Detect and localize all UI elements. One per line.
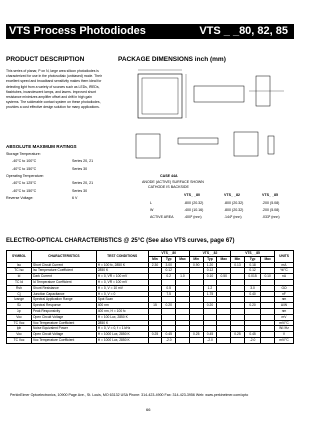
test-condition-cell: H = 0, V = 0 [96, 291, 148, 297]
title-bar [6, 24, 294, 39]
subcolumn-header: Typ [162, 256, 176, 262]
package-heading: PACKAGE DIMENSIONS inch (mm) [118, 56, 226, 63]
package-diagram [118, 66, 298, 166]
test-condition-cell: 2850 K [96, 320, 148, 326]
value-cell: 0.25 [148, 332, 162, 338]
electro-heading: ELECTRO-OPTICAL CHARACTERISTICS @ 25°C (See also VTS curves, page 67) [6, 238, 235, 244]
symbol-cell: Isc [7, 262, 32, 268]
test-condition-cell: H = 0, V = 0, f = 1 kHz [96, 326, 148, 332]
units-cell: nF [275, 291, 294, 297]
table-row [7, 337, 294, 343]
value-cell: 0.2 [162, 274, 176, 280]
case-cell: .800 (20.32) [224, 201, 244, 205]
characteristic-cell: Voc Temperature Coefficient [31, 337, 96, 343]
test-condition-cell: 2850 K [96, 268, 148, 274]
units-cell: W/√Hz [275, 326, 294, 332]
product-description-text: This series of planar, P on N, large area silicon photodiodes is characterized for use in the photovoltaic (unbiased) mode. Their excellent speed and broadband sensitivity makes them ideal for detecting light from a variety of sources such as LEDs, IREDs, flashtubes, incandescent lamps, and lasers. Improved shunt resistance minimizes amplifier offset and drift in high gain systems. The solderable contact system on these photodiodes, provides a cost effective design solution for many applications. [6, 69, 102, 110]
value-cell: 0.25 [189, 332, 203, 338]
characteristic-cell: Open Circuit Voltage [31, 314, 96, 320]
case-cell: .800 (20.32) [184, 201, 204, 205]
electro-table [6, 250, 294, 344]
value-cell: 1.0 [176, 274, 190, 280]
case-col-header: VTS_ _82 [224, 193, 240, 197]
symbol-cell: λp [7, 308, 32, 314]
case-cell: .400² (nnn) [184, 215, 202, 219]
abs-max-value: Series 20, 21 [72, 159, 94, 164]
value-cell: -2.0 [162, 337, 176, 343]
value-cell: 0.20 [203, 303, 217, 309]
abs-max-heading: ABSOLUTE MAXIMUM RATINGS [6, 144, 77, 149]
page-number: 66 [146, 407, 151, 412]
symbol-cell: TC Id [7, 279, 32, 285]
case-cell: .144² (nnn) [224, 215, 242, 219]
subcolumn-header: Typ [203, 256, 217, 262]
case-cell: .033² (nnn) [262, 215, 280, 219]
value-cell [261, 337, 275, 343]
abs-max-label: -40°C to 150°C [12, 166, 37, 171]
case-row-label: L [150, 201, 152, 205]
value-cell: 0.015 [244, 274, 260, 280]
footer: PerkinElmer Optoelectronics, 10900 Page Ave., St. Louis, MO 63132 USA Phone: 314-423-4900 Fax: 314-423-3956 Web: www.perkinelmer.com/opto [10, 393, 249, 397]
value-cell: -2.0 [203, 337, 217, 343]
value-cell: 0.10 [203, 274, 217, 280]
case-col-header: VTS_ _85 [262, 193, 278, 197]
value-cell: 7.5 [162, 291, 176, 297]
case-title: CASE 44A [160, 174, 178, 178]
characteristic-cell: Isc Temperature Coefficient [31, 268, 96, 274]
value-cell: 15 [148, 303, 162, 309]
characteristic-cell: Dark Current [31, 274, 96, 280]
abs-max-value: Series 30 [72, 166, 88, 171]
symbol-cell: Voc [7, 332, 32, 338]
case-cell: .800 (20.32) [224, 208, 244, 212]
case-subtitle-2: CATHODE IS BACKSIDE [148, 185, 189, 189]
units-cell: V [275, 332, 294, 338]
subcolumn-header: Max [261, 256, 275, 262]
value-cell [148, 337, 162, 343]
abs-max-value: Series 30 [72, 188, 88, 193]
column-header: TEST CONDITIONS [96, 251, 148, 263]
test-condition-cell: H = 1000 Lux, 2850 K [96, 337, 148, 343]
column-header: VTS_ _82 [189, 251, 230, 257]
symbol-cell: TC Voc [7, 320, 32, 326]
value-cell: 1.2 [203, 285, 217, 291]
test-condition-cell: H = 0, VR = 100 mV [96, 274, 148, 280]
test-condition-cell: Spot Scan [96, 297, 148, 303]
value-cell [231, 337, 245, 343]
symbol-cell: TC Isc [7, 268, 32, 274]
characteristic-cell: Spectral Application Range [31, 297, 96, 303]
abs-max-value: 6 V [72, 195, 78, 200]
symbol-cell: Id [7, 274, 32, 280]
case-subtitle: ANODE (ACTIVE) SURFACE SHOWN [142, 180, 204, 184]
test-condition-cell: H = 100 fc, 2850 K [96, 262, 148, 268]
column-header: VTS_ _80 [148, 251, 189, 257]
value-cell: 2.30 [148, 262, 162, 268]
units-cell: mV [275, 314, 294, 320]
value-cell: 0.45 [162, 332, 176, 338]
value-cell: -2.0 [244, 337, 260, 343]
units-cell: A/W [275, 303, 294, 309]
abs-max-label: Reverse Voltage: [6, 195, 34, 200]
units-cell: %/°C [275, 268, 294, 274]
symbol-cell: TC Voc [7, 337, 32, 343]
value-cell: 0.20 [244, 303, 260, 309]
test-condition-cell: H = 1000 Lux, 2850 K [96, 332, 148, 338]
symbol-cell: Iph [7, 326, 32, 332]
units-cell: mV/°C [275, 320, 294, 326]
units-cell: GΩ [275, 285, 294, 291]
value-cell [176, 337, 190, 343]
characteristic-cell: Noise Equivalent Power [31, 326, 96, 332]
value-cell: 0.50 [217, 274, 231, 280]
product-description-heading: PRODUCT DESCRIPTION [6, 56, 85, 63]
characteristic-cell: Short Circuit Current [31, 262, 96, 268]
characteristic-cell: Junction Capacitance [31, 291, 96, 297]
value-cell: 0.90 [189, 262, 203, 268]
column-header: CHARACTERISTICS [31, 251, 96, 263]
value-cell [189, 337, 203, 343]
test-condition-cell: H = 0, V = 10 mV [96, 285, 148, 291]
subcolumn-header: Typ [244, 256, 260, 262]
value-cell: 0.5 [162, 285, 176, 291]
value-cell: 0.13 [231, 262, 245, 268]
symbol-cell: Rsh [7, 285, 32, 291]
characteristic-cell: Shunt Resistance [31, 285, 96, 291]
value-cell: 0.12 [244, 268, 260, 274]
column-header: UNITS [275, 251, 294, 263]
value-cell: 3.0 [244, 285, 260, 291]
value-cell: 0.12 [162, 268, 176, 274]
column-header: VTS_ _85 [231, 251, 275, 257]
units-cell: nA [275, 274, 294, 280]
case-cell: .200 (5.08) [262, 201, 280, 205]
characteristic-cell: Open Circuit Voltage [31, 332, 96, 338]
abs-max-value: Series 20, 21 [72, 181, 94, 186]
subcolumn-header: Max [176, 256, 190, 262]
value-cell: 0.45 [244, 332, 260, 338]
subcolumn-header: Min [148, 256, 162, 262]
symbol-cell: Cj [7, 291, 32, 297]
value-cell: 3.00 [162, 262, 176, 268]
value-cell: 1.75 [203, 291, 217, 297]
case-col-header: VTS_ _80 [184, 193, 200, 197]
units-cell: nm [275, 297, 294, 303]
value-cell: 0.10 [261, 274, 275, 280]
value-cell: 0.18 [244, 262, 260, 268]
value-cell: 0.12 [203, 268, 217, 274]
title-left: VTS Process Photodiodes [9, 25, 146, 37]
subcolumn-header: Min [231, 256, 245, 262]
subcolumn-header: Max [217, 256, 231, 262]
value-cell: 0.20 [162, 303, 176, 309]
value-cell: 1.20 [203, 262, 217, 268]
case-row-label: ACTIVE AREA [150, 215, 174, 219]
value-cell [217, 337, 231, 343]
symbol-cell: Sλ [7, 303, 32, 309]
test-condition-cell: 400 nm, H = 100 fc [96, 308, 148, 314]
value-cell: 0.25 [231, 332, 245, 338]
column-header: SYMBOL [7, 251, 32, 263]
case-cell: .200 (5.08) [262, 208, 280, 212]
title-right: VTS _ _80, 82, 85 [199, 25, 288, 37]
subcolumn-header: Min [189, 256, 203, 262]
case-row-label: W [150, 208, 154, 212]
abs-max-label: -40°C to 150°C [12, 188, 37, 193]
abs-max-label: -40°C to 125°C [12, 181, 37, 186]
symbol-cell: λrange [7, 297, 32, 303]
test-condition-cell: H = 0, VR = 100 mV [96, 279, 148, 285]
units-cell: mV/°C [275, 337, 294, 343]
characteristic-cell: Voc Temperature Coefficient [31, 320, 96, 326]
abs-max-label: Storage Temperature: [6, 152, 41, 156]
characteristic-cell: Spectral Response [31, 303, 96, 309]
units-cell: mA [275, 262, 294, 268]
characteristic-cell: Id Temperature Coefficient [31, 279, 96, 285]
case-cell: .400 (10.16) [184, 208, 204, 212]
symbol-cell: Voc [7, 314, 32, 320]
characteristic-cell: Peak Responsivity [31, 308, 96, 314]
abs-max-label: Operating Temperature: [6, 173, 44, 178]
abs-max-label: -40°C to 100°C [12, 159, 37, 164]
test-condition-cell: 400 nm [96, 303, 148, 309]
units-cell: nm [275, 308, 294, 314]
test-condition-cell: H = 100 Lux, 2850 K [96, 314, 148, 320]
value-cell: 0.40 [244, 291, 260, 297]
value-cell: 0.45 [203, 332, 217, 338]
